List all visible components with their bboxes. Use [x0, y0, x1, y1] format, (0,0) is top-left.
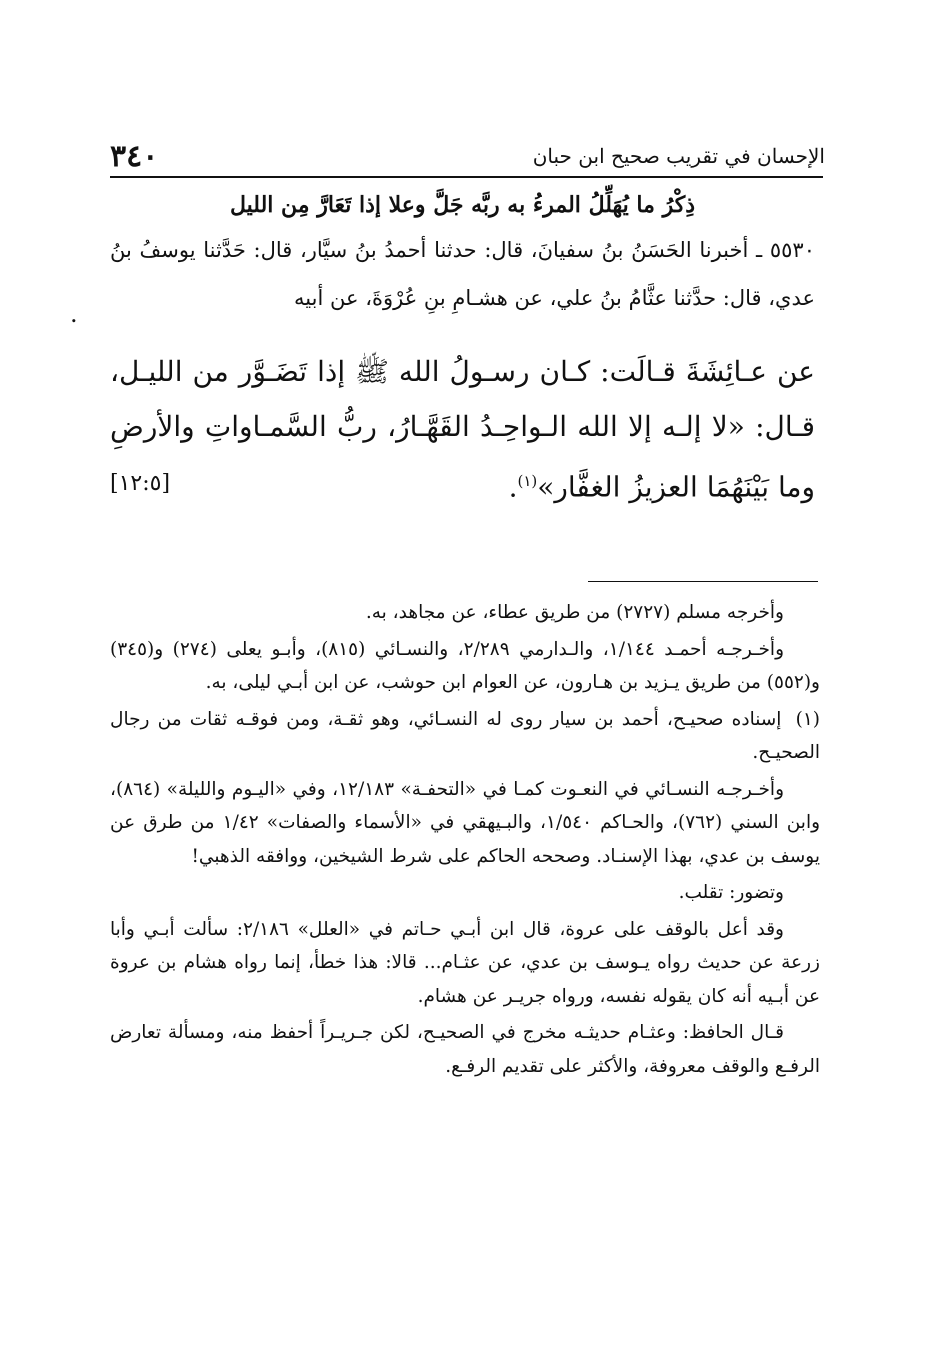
hadith-text: عن عـائِشَةَ قـالَت: كـان رسـولُ الله ﷺ إذا تَضَـوَّر من الليـل، قـال: «لا إلـه إلا الله الـواحِـدُ القَهَّـارُ، ربُّ السَّمـاواتِ والأرضِ وما بَيْنَهُمَا العزيزُ الغفَّار»	[110, 355, 815, 504]
footnote-paragraph	[110, 773, 820, 874]
hadith-chain	[110, 226, 815, 322]
footnote-paragraph	[110, 633, 820, 700]
hadith-body	[110, 344, 815, 514]
hadith-reference: [١٢:٥]	[110, 471, 171, 496]
hadith-number: ٥٥٣٠ ـ	[756, 238, 815, 262]
footnote-divider	[588, 581, 818, 582]
footnote-number: (١)	[795, 708, 820, 730]
chapter-title: ذِكْرُ ما يُهَلِّلُ المرءُ به ربَّه جَلَّ وعلا إذا تَعَارَّ مِن الليل	[230, 192, 695, 218]
footnote-text: وأخـرجـه أحمـد ١/١٤٤، والـدارمي ٢/٢٨٩، والنسـائي (٨١٥)، وأبـو يعلى (٢٧٤) و(٣٤٥) و(٥٥٢) من طريق يـزيد بن هـارون، عن العوام ابن حوشب، عن ابن أبـي ليلى، به.	[110, 638, 820, 693]
footnote-paragraph	[110, 596, 820, 630]
footnote-text: قـال الحافظ: وعثـام حديثـه مخرج في الصحيـح، لكن جـريـراً أحفظ منه، ومسألة تعارض الرفـع والوقف معروفة، والأكثر على تقديم الرفـع.	[110, 1022, 820, 1077]
footnote-text: إسناده صحيـح، أحمد بن سيار روى له النسـائي، وهو ثقـة، ومن فوقـه ثقات من رجال الصحيـح.	[110, 708, 820, 763]
main-text	[110, 188, 815, 514]
hadith-chain-text: أخبرنا الحَسَنُ بنُ سفيانَ، قال: حدثنا أحمدُ بنُ سيَّار، قال: حَدَّثنا يوسفُ بنُ عدي، قال: حدَّثنا عثَّامُ بنُ علي، عن هشـامِ بنِ عُرْوَةَ، عن أبيه	[110, 238, 815, 310]
page-number: ٣٤٠	[110, 138, 159, 174]
footnote-paragraph	[110, 703, 820, 770]
footnote-text: وأخـرجـه النسـائي في النعـوت كمـا في «التحفـة» ١٢/١٨٣، وفي «اليـوم والليلة» (٨٦٤)، وابن السني (٧٦٢)، والحـاكم ١/٥٤٠، والبـيهقي في «الأسماء والصفات» ١/٤٢ من طرق عن يوسف بن عدي، بهذا الإسنـاد. وصححه الحاكم على شرط الشيخين، ووافقه الذهبي!	[110, 778, 821, 867]
stray-mark: .	[70, 300, 78, 328]
footnote-text: وقد أعل بالوقف على عروة، قال ابن أبـي حـاتم في «العلل» ٢/١٨٦: سألت أبـي وأبا زرعة عن حديث رواه يـوسف بن عدي، عن عثـام... قالا: هذا خطأ، إنما رواه هشام بن عروة عن أبـيه أنه كان يقوله نفسه، ورواه جريـر عن هشام.	[110, 918, 820, 1007]
header-divider	[110, 176, 823, 178]
footnote-paragraph	[110, 1016, 820, 1083]
footnote-text: وتضور: تقلب.	[678, 882, 784, 903]
running-header	[110, 136, 825, 176]
footnotes	[110, 596, 820, 1086]
footnote-text: وأخرجه مسلم (٢٧٢٧) من طريق عطاء، عن مجاهد، به.	[365, 602, 784, 623]
hadith-end-mark: .	[508, 470, 518, 504]
footnote-paragraph	[110, 913, 820, 1014]
book-title: الإحسان في تقريب صحيح ابن حبان	[532, 144, 825, 168]
footnote-paragraph	[110, 876, 820, 910]
footnote-marker: (١)	[517, 472, 538, 490]
